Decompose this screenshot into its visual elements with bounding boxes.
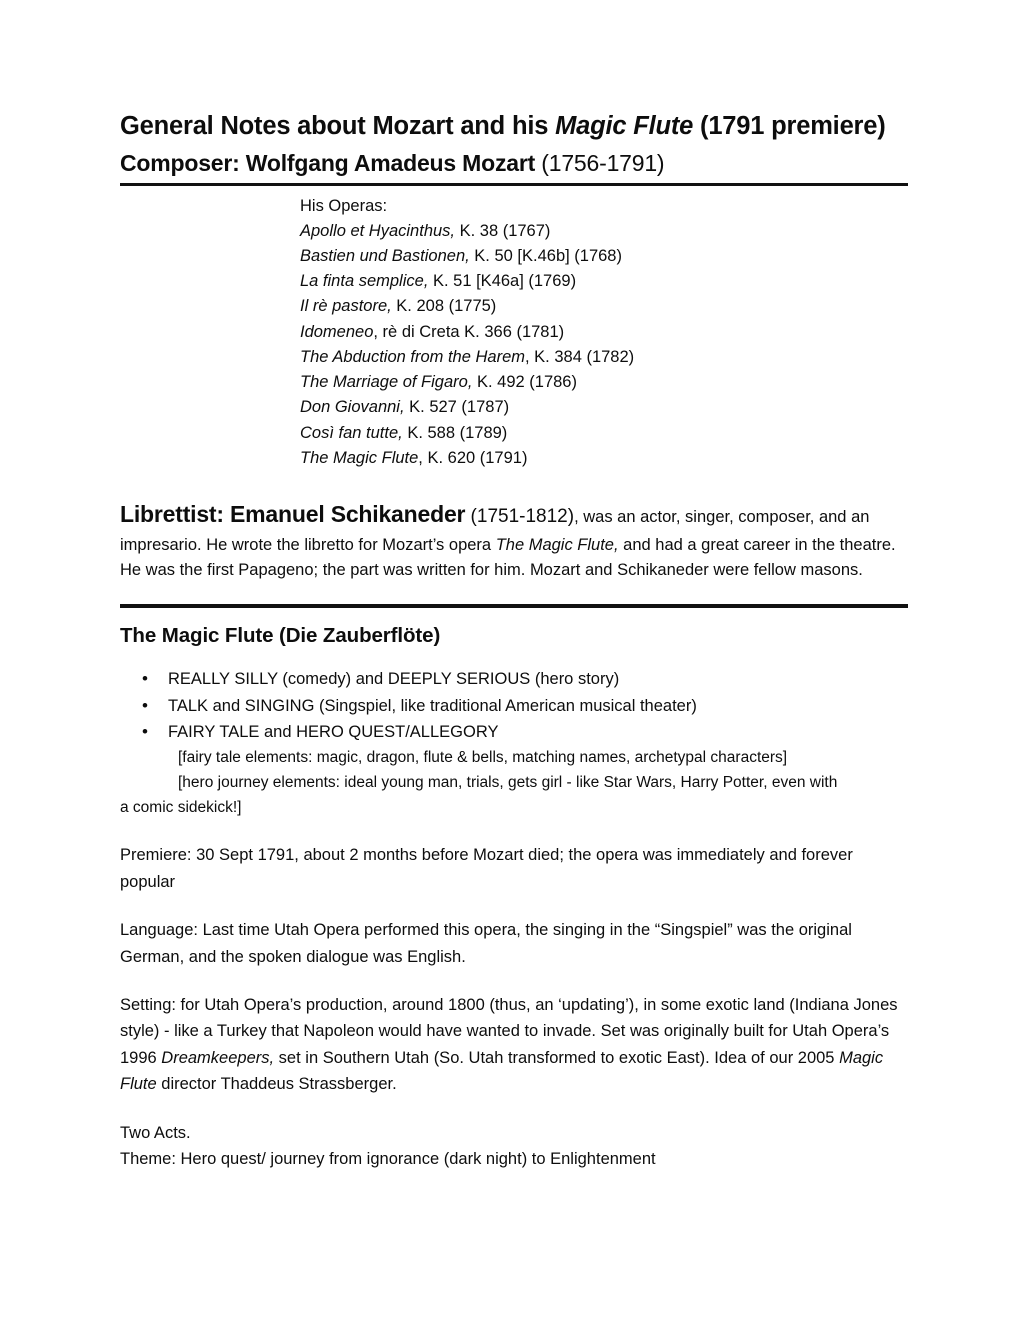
opera-title: Il rè pastore, <box>300 297 392 316</box>
feature-bullet-list <box>120 666 908 746</box>
composer-name: Composer: Wolfgang Amadeus Mozart <box>120 149 536 176</box>
opera-item <box>300 345 908 370</box>
librettist-dates: (1751-1812) <box>465 506 575 528</box>
opera-title: The Magic Flute <box>300 448 419 467</box>
language-paragraph: Language: Last time Utah Opera performed this opera, the singing in the “Singspiel” was the original German, and the spoken dialogue was English. <box>120 921 852 966</box>
premiere-paragraph: Premiere: 30 Sept 1791, about 2 months before Mozart died; the opera was immediately and forever popular <box>120 846 853 891</box>
setting-text-a: Setting: for Utah Opera’s production, around 1800 (thus, an ‘updating’), in some exotic land (Indiana Jones style) - like a Turkey that Napoleon would have wanted to invade. Set was originally built for Utah Opera’s 1996 <box>120 995 898 1067</box>
opera-catalog: K. 208 (1775) <box>391 297 497 316</box>
setting-paragraph <box>120 992 908 1098</box>
divider-top <box>120 183 908 186</box>
title-italic-magic-flute: Magic Flute <box>555 112 694 140</box>
setting-italic-magic-flute: Magic Flute <box>120 1048 884 1094</box>
list-item: • REALLY SILLY (comedy) and DEEPLY SERIOUS (hero story) <box>142 666 908 693</box>
opera-title: The Abduction from the Harem <box>300 347 525 366</box>
fairy-tale-elements: [fairy tale elements: magic, dragon, flute & bells, matching names, archetypal characters] <box>178 749 788 767</box>
hero-journey-elements: [hero journey elements: ideal young man, trials, gets girl - like Star Wars, Harry Potter, even with <box>178 773 838 791</box>
setting-italic-dreamkeepers: Dreamkeepers, <box>161 1048 275 1067</box>
opera-title: Idomeneo <box>300 322 374 341</box>
setting-text-c: director Thaddeus Strassberger. <box>156 1075 397 1094</box>
section-heading-magic-flute: The Magic Flute (Die Zauberflöte) <box>120 623 441 647</box>
opera-list-heading: His Operas: <box>300 196 388 215</box>
opera-catalog: , rè di Creta K. 366 (1781) <box>373 322 565 341</box>
divider-middle <box>120 604 908 608</box>
librettist-opera-italic: The Magic Flute, <box>495 535 619 554</box>
librettist-name: Librettist: Emanuel Schikaneder <box>120 501 466 528</box>
opera-catalog: K. 51 [K46a] (1769) <box>428 272 577 291</box>
acts-theme-block <box>120 1120 908 1173</box>
opera-title: La finta semplice, <box>300 272 429 291</box>
opera-item <box>300 370 908 395</box>
opera-catalog: K. 492 (1786) <box>472 373 577 392</box>
opera-catalog: K. 50 [K.46b] (1768) <box>469 246 622 265</box>
title-part-2: (1791 premiere) <box>693 112 886 140</box>
opera-catalog: , K. 384 (1782) <box>525 347 635 366</box>
opera-title: Apollo et Hyacinthus, <box>300 221 456 240</box>
list-item: • TALK and SINGING (Singspiel, like traditional American musical theater) <box>142 693 908 720</box>
opera-item <box>300 421 908 446</box>
composer-heading <box>120 149 908 179</box>
opera-title: Così fan tutte, <box>300 423 403 442</box>
opera-title: Don Giovanni, <box>300 398 405 417</box>
librettist-paragraph <box>120 497 908 584</box>
opera-list <box>300 194 908 472</box>
opera-item <box>300 320 908 345</box>
opera-item <box>300 244 908 269</box>
fairy-tale-note <box>120 746 908 820</box>
opera-item <box>300 395 908 420</box>
document-title <box>120 110 908 143</box>
opera-item <box>300 446 908 471</box>
opera-catalog: K. 38 (1767) <box>455 221 551 240</box>
opera-item <box>300 269 908 294</box>
opera-item <box>300 294 908 319</box>
opera-catalog: K. 527 (1787) <box>404 398 510 417</box>
setting-text-b: set in Southern Utah (So. Utah transformed to exotic East). Idea of our 2005 <box>274 1048 840 1067</box>
librettist-text-a: , was an actor, singer, composer, and an impresario. He wrote the libretto for Mozart’s opera <box>120 508 870 554</box>
opera-item <box>300 219 908 244</box>
composer-years: (1756-1791) <box>535 149 665 176</box>
opera-title: The Marriage of Figaro, <box>300 373 473 392</box>
title-part-1: General Notes about Mozart and his <box>120 112 556 140</box>
list-item: • FAIRY TALE and HERO QUEST/ALLEGORY <box>142 719 908 746</box>
opera-catalog: , K. 620 (1791) <box>418 448 528 467</box>
opera-title: Bastien und Bastionen, <box>300 246 470 265</box>
acts-line: Two Acts. <box>120 1123 191 1142</box>
librettist-text-b: and had a great career in the theatre. He was the first Papageno; the part was written for him. Mozart and Schikaneder were fellow masons. <box>120 535 896 580</box>
theme-line: Theme: Hero quest/ journey from ignorance (dark night) to Enlightenment <box>120 1149 656 1168</box>
opera-catalog: K. 588 (1789) <box>402 423 508 442</box>
hero-journey-elements-cont: a comic sidekick!] <box>120 798 242 816</box>
